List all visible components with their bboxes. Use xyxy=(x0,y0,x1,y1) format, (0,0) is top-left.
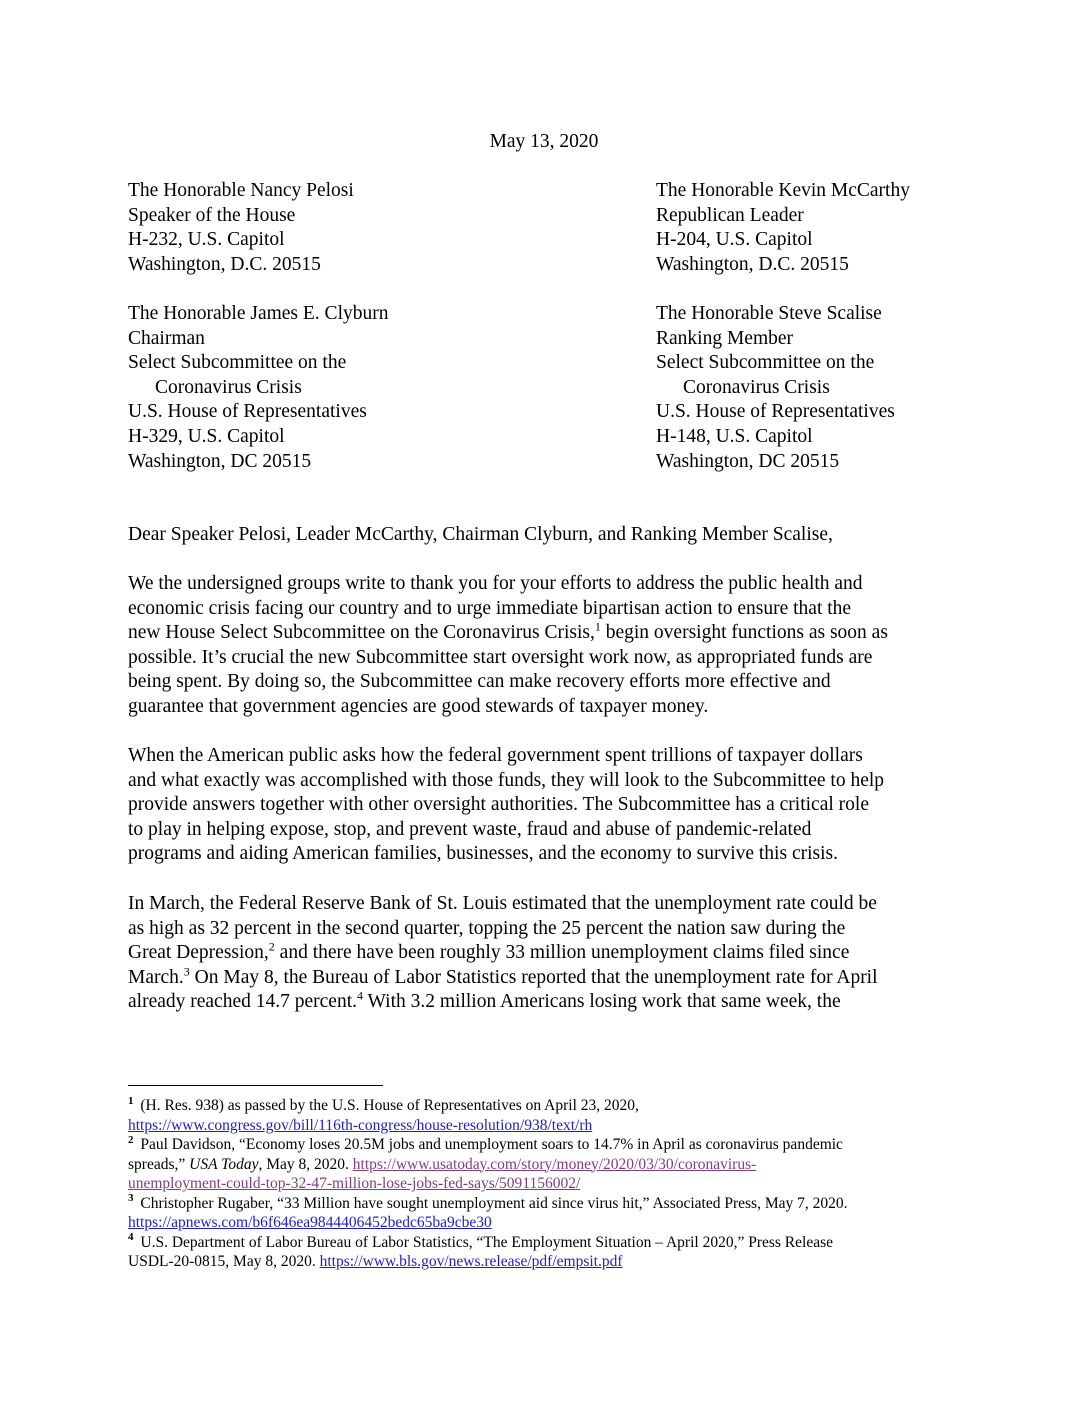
footnote-3-link-line xyxy=(128,1213,988,1233)
addressee-line: The Honorable Nancy Pelosi xyxy=(128,180,354,201)
footnote-ref[interactable]: 4 xyxy=(357,988,363,1003)
footnote-1-link-line xyxy=(128,1116,988,1136)
paragraph-1 xyxy=(128,572,978,720)
addressee-line: H-329, U.S. Capitol xyxy=(128,425,285,447)
addressee-line: H-148, U.S. Capitol xyxy=(656,425,813,447)
footnote-ref[interactable]: 2 xyxy=(268,939,275,954)
paragraph-line: In March, the Federal Reserve Bank of St. Louis estimated that the unemployment rate could be xyxy=(128,893,877,914)
paragraph-line: possible. It’s crucial the new Subcommittee start oversight work now, as appropriated funds are xyxy=(128,646,873,668)
footnote-2-cont xyxy=(128,1155,988,1175)
footnote-link[interactable]: https://apnews.com/b6f646ea9844406452bedc65ba9cbe30 xyxy=(128,1214,492,1231)
paragraph-line: programs and aiding American families, businesses, and the economy to survive this crisis. xyxy=(128,843,838,865)
paragraph-line xyxy=(128,941,978,966)
footnote-number: 1 xyxy=(128,1094,134,1107)
paragraph-line: When the American public asks how the federal government spent trillions of taxpayer dollars xyxy=(128,745,863,766)
footnote-ref[interactable]: 3 xyxy=(183,964,190,979)
footnote-text: Paul Davidson, “Economy loses 20.5M jobs and unemployment soars to 14.7% in April as coronavirus pandemic xyxy=(136,1136,843,1153)
footnote-number: 3 xyxy=(128,1192,134,1205)
footnote-text: U.S. Department of Labor Bureau of Labor Statistics, “The Employment Situation – April 2020,” Press Release xyxy=(136,1233,833,1251)
paragraph-line xyxy=(128,621,978,646)
footnote-link[interactable]: https://www.bls.gov/news.release/pdf/empsit.pdf xyxy=(319,1253,623,1270)
addressee-line: Speaker of the House xyxy=(128,204,296,226)
paragraph-line: and what exactly was accomplished with those funds, they will look to the Subcommittee to help xyxy=(128,769,885,791)
footnote-2-link-line xyxy=(128,1174,988,1194)
paragraph-line: guarantee that government agencies are good stewards of taxpayer money. xyxy=(128,695,709,717)
footnote-text: (H. Res. 938) as passed by the U.S. House of Representatives on April 23, 2020, xyxy=(136,1097,639,1114)
footnote-3 xyxy=(128,1194,988,1214)
footnote-text: Christopher Rugaber, “33 Million have sought unemployment aid since virus hit,” Associated Press, May 7, 2020. xyxy=(136,1194,848,1212)
footnote-source: USA Today xyxy=(189,1155,259,1173)
paragraph-line xyxy=(128,966,978,991)
addressee-line: Select Subcommittee on the xyxy=(128,352,347,374)
paragraph-line: We the undersigned groups write to thank you for your efforts to address the public health and xyxy=(128,573,863,594)
addressee-line: The Honorable Kevin McCarthy xyxy=(656,180,910,201)
footnote-number: 2 xyxy=(128,1133,134,1146)
paragraph-line: being spent. By doing so, the Subcommittee can make recovery efforts more effective and xyxy=(128,671,831,693)
addressee-line: U.S. House of Representatives xyxy=(128,401,367,423)
paragraph-2 xyxy=(128,744,978,867)
salutation: Dear Speaker Pelosi, Leader McCarthy, Chairman Clyburn, and Ranking Member Scalise, xyxy=(128,524,833,545)
footnote-4 xyxy=(128,1233,988,1253)
paragraph-line xyxy=(128,990,978,1015)
footnote-text: spreads,” xyxy=(128,1155,190,1173)
text-run: With 3.2 million Americans losing work that same week, the xyxy=(363,991,841,1013)
addressee-line: Coronavirus Crisis xyxy=(155,376,302,398)
addressee-line: Coronavirus Crisis xyxy=(683,376,830,398)
addressee-line: Select Subcommittee on the xyxy=(656,352,875,374)
addressee-line: The Honorable Steve Scalise xyxy=(656,303,882,324)
addressee-line: H-204, U.S. Capitol xyxy=(656,229,813,251)
footnote-link[interactable]: https://www.congress.gov/bill/116th-congress/house-resolution/938/text/rh xyxy=(128,1116,593,1134)
addressee-line: Washington, D.C. 20515 xyxy=(656,253,849,275)
addressee-line: Republican Leader xyxy=(656,204,804,226)
addressee-line: Ranking Member xyxy=(656,327,794,349)
addressee-clyburn xyxy=(128,302,388,474)
paragraph-line: economic crisis facing our country and to urge immediate bipartisan action to ensure that the xyxy=(128,597,852,619)
addressee-scalise xyxy=(656,302,895,474)
footnote-link[interactable]: https://www.usatoday.com/story/money/2020/03/30/coronavirus- xyxy=(352,1155,757,1173)
footnote-separator xyxy=(128,1085,383,1086)
footnote-text: USDL-20-0815, May 8, 2020. xyxy=(128,1253,320,1270)
paragraph-line: provide answers together with other oversight authorities. The Subcommittee has a critical role xyxy=(128,794,869,816)
addressee-line: H-232, U.S. Capitol xyxy=(128,229,285,251)
paragraph-3 xyxy=(128,892,978,1015)
footnote-text: , May 8, 2020. xyxy=(258,1155,353,1173)
paragraph-line: to play in helping expose, stop, and prevent waste, fraud and abuse of pandemic-related xyxy=(128,818,812,840)
addressee-mccarthy xyxy=(656,179,910,277)
text-run: March. xyxy=(128,966,184,988)
text-run: and there have been roughly 33 million unemployment claims filed since xyxy=(274,942,850,964)
addressee-line: Washington, DC 20515 xyxy=(128,450,312,472)
text-run: already reached 14.7 percent. xyxy=(128,991,357,1013)
text-run: begin oversight functions as soon as xyxy=(600,622,888,644)
addressee-line: Chairman xyxy=(128,327,205,349)
footnote-4-cont xyxy=(128,1252,988,1272)
footnote-ref[interactable]: 1 xyxy=(594,619,601,634)
footnote-1 xyxy=(128,1096,988,1116)
footnotes xyxy=(128,1096,988,1272)
text-run: Great Depression, xyxy=(128,942,269,964)
addressee-line: Washington, DC 20515 xyxy=(656,450,840,472)
addressee-pelosi xyxy=(128,179,354,277)
footnote-link[interactable]: unemployment-could-top-32-47-million-lose-jobs-fed-says/5091156002/ xyxy=(128,1175,581,1192)
footnote-number: 4 xyxy=(128,1231,134,1244)
addressee-line: U.S. House of Representatives xyxy=(656,401,895,423)
footnote-2 xyxy=(128,1135,988,1155)
addressee-line: The Honorable James E. Clyburn xyxy=(128,303,389,324)
paragraph-line: as high as 32 percent in the second quarter, topping the 25 percent the nation saw during the xyxy=(128,917,846,939)
text-run: new House Select Subcommittee on the Coronavirus Crisis, xyxy=(128,622,595,644)
letter-date: May 13, 2020 xyxy=(489,131,599,152)
text-run: On May 8, the Bureau of Labor Statistics reported that the unemployment rate for April xyxy=(189,966,878,988)
addressee-line: Washington, D.C. 20515 xyxy=(128,253,321,275)
